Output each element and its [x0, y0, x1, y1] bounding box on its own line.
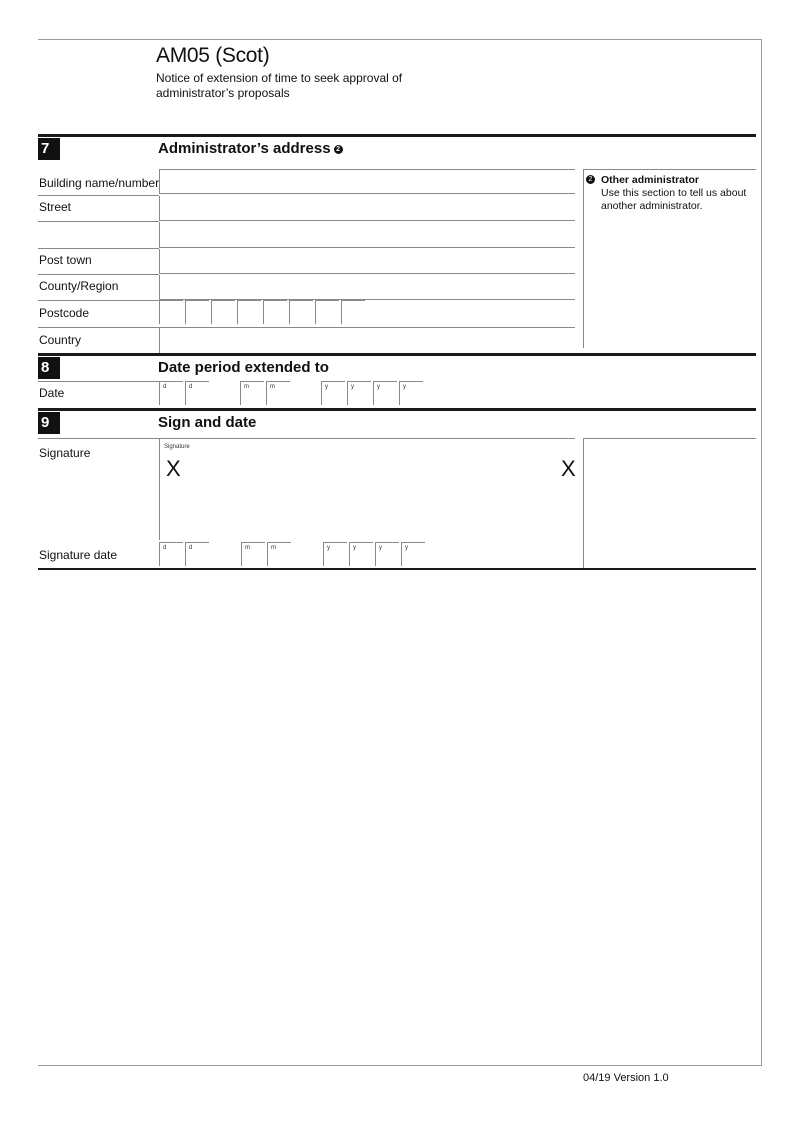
- sign-date-day-box[interactable]: d: [185, 542, 209, 566]
- signature-label: Signature: [39, 446, 91, 460]
- building-input[interactable]: [159, 170, 575, 194]
- note-body: Use this section to tell us about another administrator.: [601, 187, 747, 212]
- page-frame-top: [38, 39, 762, 40]
- date-label: Date: [39, 386, 65, 400]
- row-divider: [38, 438, 159, 439]
- post-town-input[interactable]: [159, 249, 575, 274]
- section-8-number: 8: [38, 357, 60, 379]
- date-month-box[interactable]: m: [240, 381, 264, 405]
- date-day-box[interactable]: d: [159, 381, 183, 405]
- row-divider: [38, 274, 159, 275]
- section-7-bar: [38, 134, 756, 137]
- sign-date-day-box[interactable]: d: [159, 542, 183, 566]
- signature-box[interactable]: [159, 438, 575, 540]
- row-divider: [38, 221, 159, 222]
- post-town-label: Post town: [39, 253, 92, 267]
- date-year-box[interactable]: y: [321, 381, 345, 405]
- sign-date-year-box[interactable]: y: [401, 542, 425, 566]
- row-divider: [38, 300, 159, 301]
- postcode-char-box[interactable]: [289, 300, 313, 324]
- sign-date-month-box[interactable]: m: [241, 542, 265, 566]
- row-divider: [38, 381, 159, 382]
- street-input[interactable]: [159, 196, 575, 221]
- sign-date-month-box[interactable]: m: [267, 542, 291, 566]
- row-divider: [38, 195, 159, 196]
- postcode-char-box[interactable]: [237, 300, 261, 324]
- sign-date-year-box[interactable]: y: [349, 542, 373, 566]
- form-code: AM05 (Scot): [156, 44, 270, 67]
- postcode-char-box[interactable]: [185, 300, 209, 324]
- county-label: County/Region: [39, 279, 119, 293]
- date-year-box[interactable]: y: [347, 381, 371, 405]
- section-9-bar: [38, 408, 756, 411]
- row-divider: [38, 327, 159, 328]
- date-month-box[interactable]: m: [266, 381, 290, 405]
- row-divider: [38, 248, 159, 249]
- postcode-char-box[interactable]: [263, 300, 287, 324]
- sign-here-mark: X: [561, 456, 576, 481]
- section-7-number: 7: [38, 138, 60, 160]
- sign-here-mark: X: [166, 456, 181, 481]
- sign-date-year-box[interactable]: y: [375, 542, 399, 566]
- building-label: Building name/number: [39, 176, 160, 190]
- postcode-char-box[interactable]: [341, 300, 365, 324]
- postcode-char-box[interactable]: [159, 300, 183, 324]
- version-footer: 04/19 Version 1.0: [583, 1072, 669, 1084]
- postcode-char-box[interactable]: [211, 300, 235, 324]
- date-day-box[interactable]: d: [185, 381, 209, 405]
- signature-date-label: Signature date: [39, 548, 118, 562]
- section-8-bar: [38, 353, 756, 356]
- date-year-box[interactable]: y: [373, 381, 397, 405]
- signature-caption: Signature: [164, 444, 190, 450]
- signature-side-panel: [583, 438, 756, 568]
- street-line-2-input[interactable]: [159, 222, 575, 248]
- section-9-title: Sign and date: [158, 414, 257, 431]
- page-frame-right: [761, 39, 762, 1066]
- page-frame-bottom: [38, 1065, 762, 1066]
- country-label: Country: [39, 333, 82, 347]
- sign-date-year-box[interactable]: y: [323, 542, 347, 566]
- section-7-title: Administrator’s address 2: [158, 140, 343, 157]
- postcode-char-box[interactable]: [315, 300, 339, 324]
- note-marker-icon: 2: [334, 145, 343, 154]
- county-input[interactable]: [159, 275, 575, 300]
- form-description: Notice of extension of time to seek approval of administrator’s proposals: [156, 71, 403, 100]
- street-label: Street: [39, 200, 72, 214]
- note-title: Other administrator: [601, 174, 700, 186]
- section-end-bar: [38, 568, 756, 570]
- note-marker-icon: 2: [586, 175, 595, 184]
- section-9-number: 9: [38, 412, 60, 434]
- country-input[interactable]: [159, 328, 575, 353]
- date-year-box[interactable]: y: [399, 381, 423, 405]
- section-8-title: Date period extended to: [158, 359, 329, 376]
- postcode-label: Postcode: [39, 306, 90, 320]
